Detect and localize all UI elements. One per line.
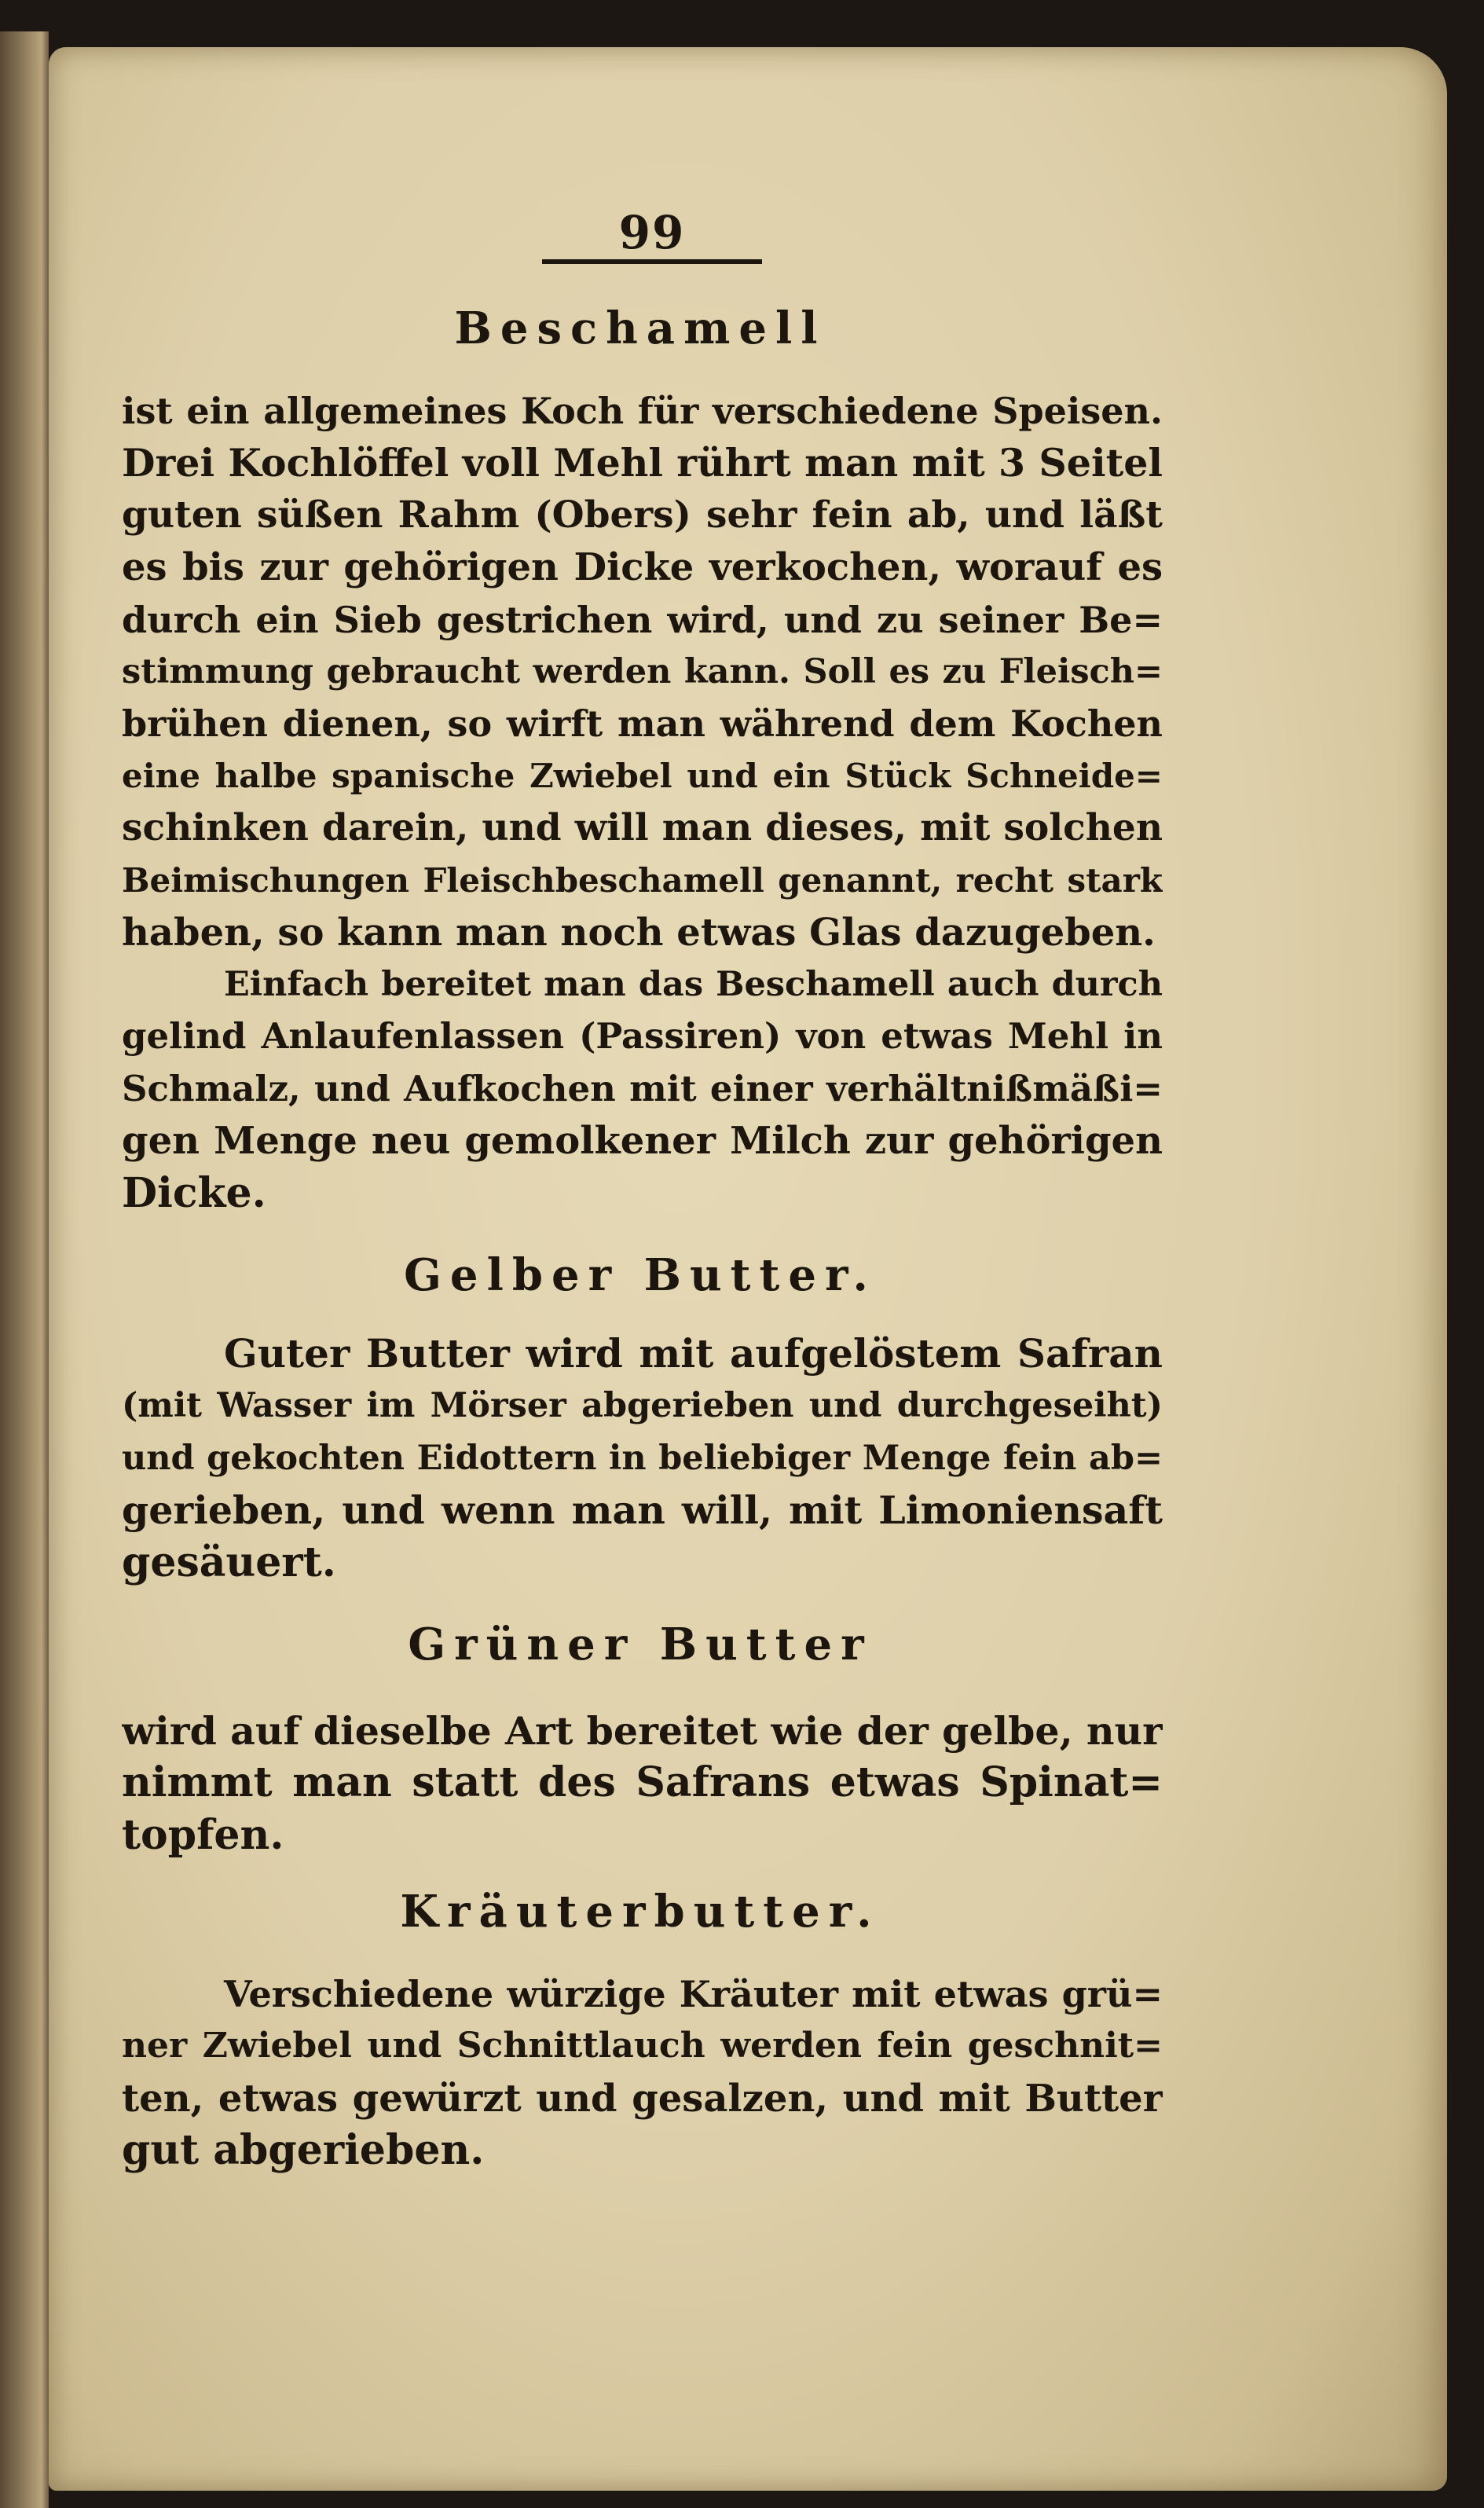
text-line: Guter Butter wird mit aufgelöstem Safran: [224, 1330, 1163, 1377]
text-line: ten, etwas gewürzt und gesalzen, und mit Butter: [122, 2076, 1163, 2121]
text-line: schinken darein, und will man dieses, mit solchen: [122, 806, 1163, 850]
text-line: Schmalz, und Aufkochen mit einer verhältnißmäßi=: [122, 1067, 1163, 1109]
text-line: Beimischungen Fleischbeschamell genannt, recht stark: [122, 860, 1163, 900]
page-number-rule: [542, 259, 762, 264]
paragraph-gelber-butter: [122, 1328, 1163, 1589]
text-line: gelind Anlaufenlassen (Passiren) von etwas Mehl in: [122, 1015, 1163, 1058]
text-line: Dicke.: [122, 1168, 266, 1217]
text-line: und gekochten Eidottern in beliebiger Menge fein ab=: [122, 1438, 1163, 1478]
text-line: (mit Wasser im Mörser abgerieben und durchgeseiht): [122, 1386, 1163, 1426]
text-line: ist ein allgemeines Koch für verschiedene Speisen.: [122, 390, 1163, 432]
text-line: Drei Kochlöffel voll Mehl rührt man mit 3 Seitel: [122, 440, 1163, 486]
section-title-kraeuterbutter: Kräuterbutter.: [400, 1886, 881, 1938]
text-line: durch ein Sieb gestrichen wird, und zu seiner Be=: [122, 598, 1163, 641]
paragraph-beschamell-1: [122, 385, 1163, 959]
text-line: gut abgerieben.: [122, 2126, 485, 2175]
text-line: gen Menge neu gemolkener Milch zur gehörigen: [122, 1119, 1163, 1164]
paragraph-kraeuterbutter: [122, 1968, 1163, 2177]
text-line: Verschiedene würzige Kräuter mit etwas grü=: [224, 1973, 1163, 2015]
text-line: nimmt man statt des Safrans etwas Spinat=: [122, 1758, 1163, 1807]
text-line: Einfach bereitet man das Beschamell auch durch: [224, 965, 1163, 1004]
text-line: guten süßen Rahm (Obers) sehr fein ab, und läßt: [122, 493, 1163, 537]
paragraph-beschamell-2: [122, 959, 1163, 1219]
section-title-beschamell: Beschamell: [454, 302, 826, 354]
text-line: topfen.: [122, 1810, 284, 1859]
page-number: 99: [618, 206, 686, 259]
text-line: brühen dienen, so wirft man während dem Kochen: [122, 702, 1163, 746]
section-title-gruener-butter: Grüner Butter: [408, 1619, 873, 1670]
text-line: stimmung gebraucht werden kann. Soll es zu Fleisch=: [122, 652, 1163, 692]
text-line: ner Zwiebel und Schnittlauch werden fein geschnit=: [122, 2026, 1163, 2066]
text-line: wird auf dieselbe Art bereitet wie der gelbe, nur: [122, 1708, 1163, 1754]
text-line: gesäuert.: [122, 1538, 336, 1586]
section-title-gelber-butter: Gelber Butter.: [404, 1249, 877, 1301]
text-line: eine halbe spanische Zwiebel und ein Stück Schneide=: [122, 756, 1163, 795]
paragraph-gruener-butter: [122, 1705, 1163, 1861]
text-line: haben, so kann man noch etwas Glas dazugeben.: [122, 911, 1156, 955]
previous-page-edge: [0, 31, 49, 2508]
text-line: gerieben, und wenn man will, mit Limoniensaft: [122, 1487, 1163, 1534]
text-line: es bis zur gehörigen Dicke verkochen, worauf es: [122, 545, 1163, 590]
